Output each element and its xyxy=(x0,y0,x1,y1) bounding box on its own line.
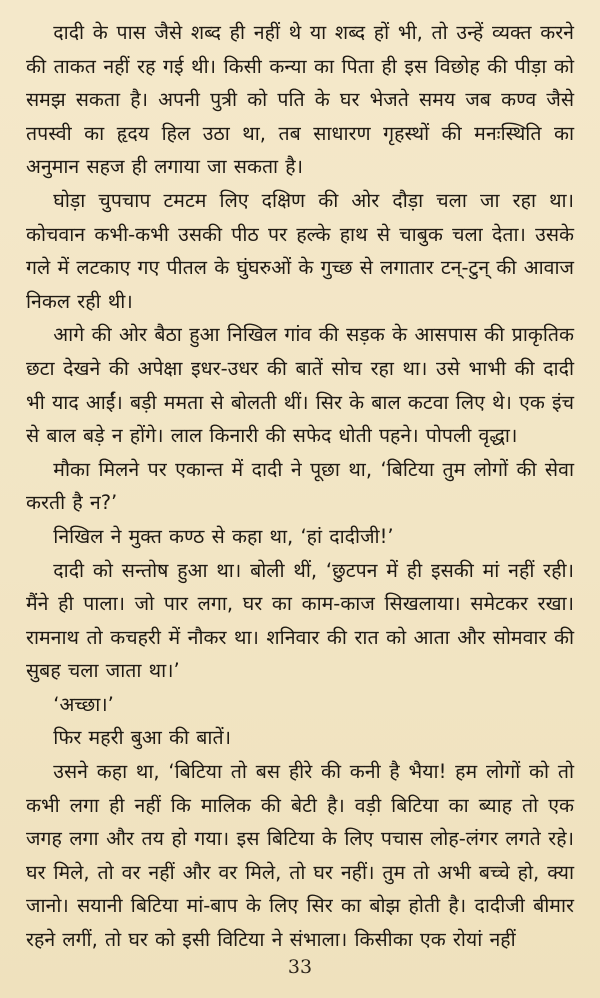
paragraph-2: घोड़ा चुपचाप टमटम लिए दक्षिण की ओर दौड़ा चला जा रहा था। कोचवान कभी-कभी उसकी पीठ पर हल्के हाथ से चाबुक चला देता। उसके गले में लटकाए गए पीतल के घुंघरुओं के गुच्छ से लगातार टन्-टुन् की आवाज निकल रही थी। xyxy=(26,188,574,313)
paragraph-6: दादी को सन्तोष हुआ था। बोली थीं, ‘छुटपन में ही इसकी मां नहीं रही। मैंने ही पाला। जो पार लगा, घर का काम-काज सिखलाया। समेटकर रखा। रामनाथ तो कचहरी में नौकर था। शनिवार की रात को आता और सोमवार की सुबह चला जाता था।’ xyxy=(26,558,574,683)
page-number: 33 xyxy=(287,956,313,978)
paragraph-7: ‘अच्छा।’ xyxy=(53,692,114,716)
page-body-text xyxy=(26,16,574,957)
paragraph-9: उसने कहा था, ‘बिटिया तो बस हीरे की कनी है भैया! हम लोगों को तो कभी लगा ही नहीं कि मालिक की बेटी है। वड़ी बिटिया का ब्याह तो एक जगह लगा और तय हो गया। इस बिटिया के लिए पचास लोह-लंगर लगते रहे। घर मिले, तो वर नहीं और वर मिले, तो घर नहीं। तुम तो अभी बच्चे हो, क्या जानो। सयानी बिटिया मां-बाप के लिए सिर का बोझ होती है। दादीजी बीमार रहने लगीं, तो घर को इसी विटिया ने संभाला। किसीका एक रोयां नहीं xyxy=(26,760,574,952)
paragraph-3: आगे की ओर बैठा हुआ निखिल गांव की सड़क के आसपास की प्राकृतिक छटा देखने की अपेक्षा इधर-उधर की बातें सोच रहा था। उसे भाभी की दादी भी याद आईं। बड़ी ममता से बोलती थीं। सिर के बाल कटवा लिए थे। एक इंच से बाल बड़े न होंगे। लाल किनारी की सफेद धोती पहने। पोपली वृद्धा। xyxy=(26,323,575,448)
paragraph-4: मौका मिलने पर एकान्त में दादी ने पूछा था, ‘बिटिया तुम लोगों की सेवा करती है न?’ xyxy=(26,457,574,515)
paragraph-1: दादी के पास जैसे शब्द ही नहीं थे या शब्द हों भी, तो उन्हें व्यक्त करने की ताकत नहीं रह गई थी। किसी कन्या का पिता ही इस विछोह की पीड़ा को समझ सकता है। अपनी पुत्री को पति के घर भेजते समय जब कण्व जैसे तपस्वी का हृदय हिल उठा था, तब साधारण गृहस्थों की मनःस्थिति का अनुमान सहज ही लगाया जा सकता है। xyxy=(26,21,574,179)
paragraph-5: निखिल ने मुक्त कण्ठ से कहा था, ‘हां दादीजी!’ xyxy=(53,524,394,548)
paragraph-8: फिर महरी बुआ की बातें। xyxy=(53,726,231,750)
